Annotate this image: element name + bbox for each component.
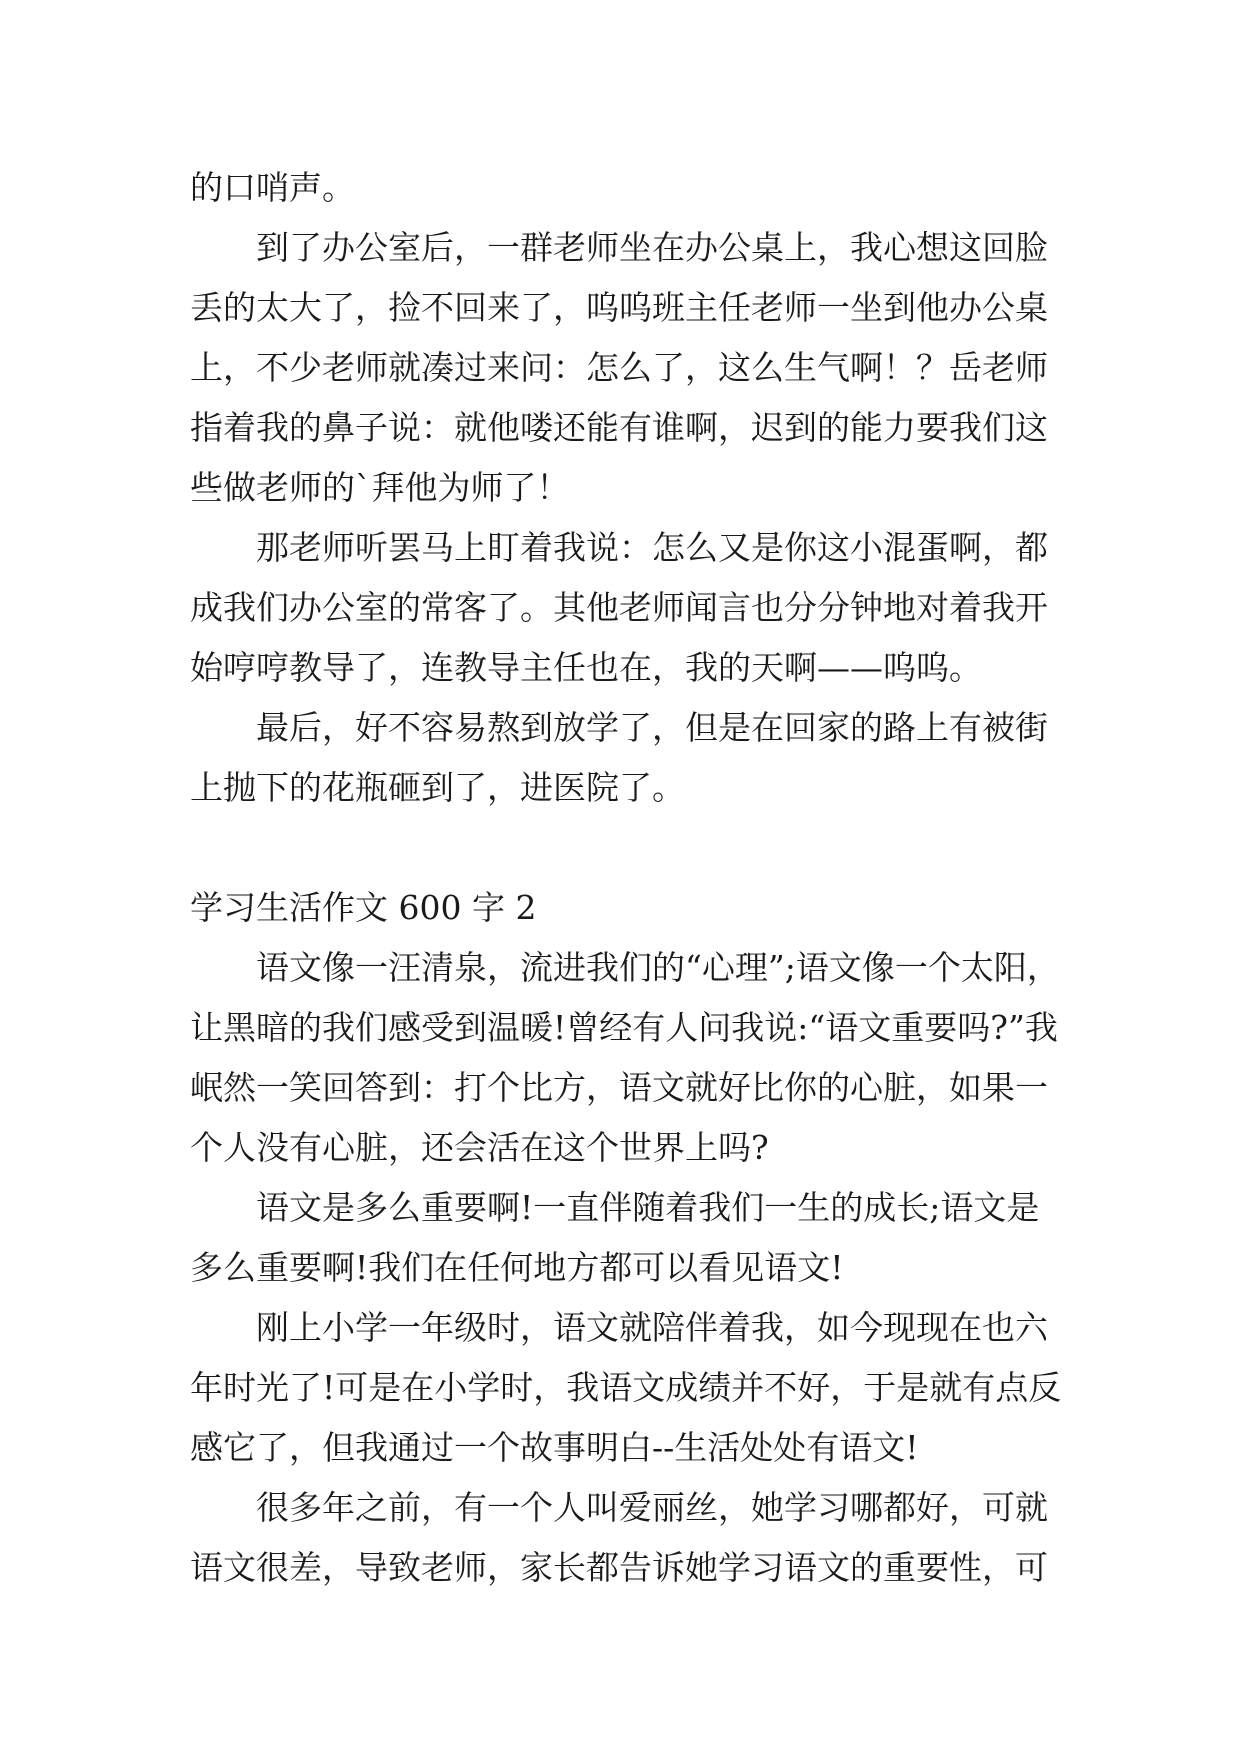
section-heading: 学习生活作文 600 字 2 [190,888,537,927]
document-body [190,158,1062,1598]
paragraph-3: 那老师听罢马上盯着我说：怎么又是你这小混蛋啊，都成我们办公室的常客了。其他老师闻言也分分钟地对着我开始哼哼教导了，连教导主任也在，我的天啊——呜呜。 [190,528,1048,687]
paragraph-1: 的口哨声。 [190,168,355,207]
paragraph-7: 刚上小学一年级时，语文就陪伴着我，如今现现在也六年时光了!可是在小学时，我语文成绩并不好，于是就有点反感它了，但我通过一个故事明白--生活处处有语文! [190,1308,1062,1467]
section-spacer [190,818,1062,878]
paragraph-5: 语文像一汪清泉，流进我们的“心理”;语文像一个太阳，让黑暗的我们感受到温暖!曾经有人问我说:“语文重要吗?”我岷然一笑回答到：打个比方，语文就好比你的心脏，如果一个人没有心脏，还会活在这个世界上吗? [190,948,1060,1167]
paragraph-6: 语文是多么重要啊!一直伴随着我们一生的成长;语文是多么重要啊!我们在任何地方都可以看见语文! [190,1188,1040,1287]
paragraph-2: 到了办公室后，一群老师坐在办公桌上，我心想这回脸丢的太大了，捡不回来了，呜呜班主任老师一坐到他办公桌上，不少老师就凑过来问：怎么了，这么生气啊！？岳老师指着我的鼻子说：就他喽还能有谁啊，迟到的能力要我们这些做老师的`拜他为师了！ [190,228,1048,507]
paragraph-8: 很多年之前，有一个人叫爱丽丝，她学习哪都好，可就语文很差，导致老师，家长都告诉她学习语文的重要性，可 [190,1488,1048,1587]
paragraph-4: 最后，好不容易熬到放学了，但是在回家的路上有被街上抛下的花瓶砸到了，进医院了。 [190,708,1048,807]
